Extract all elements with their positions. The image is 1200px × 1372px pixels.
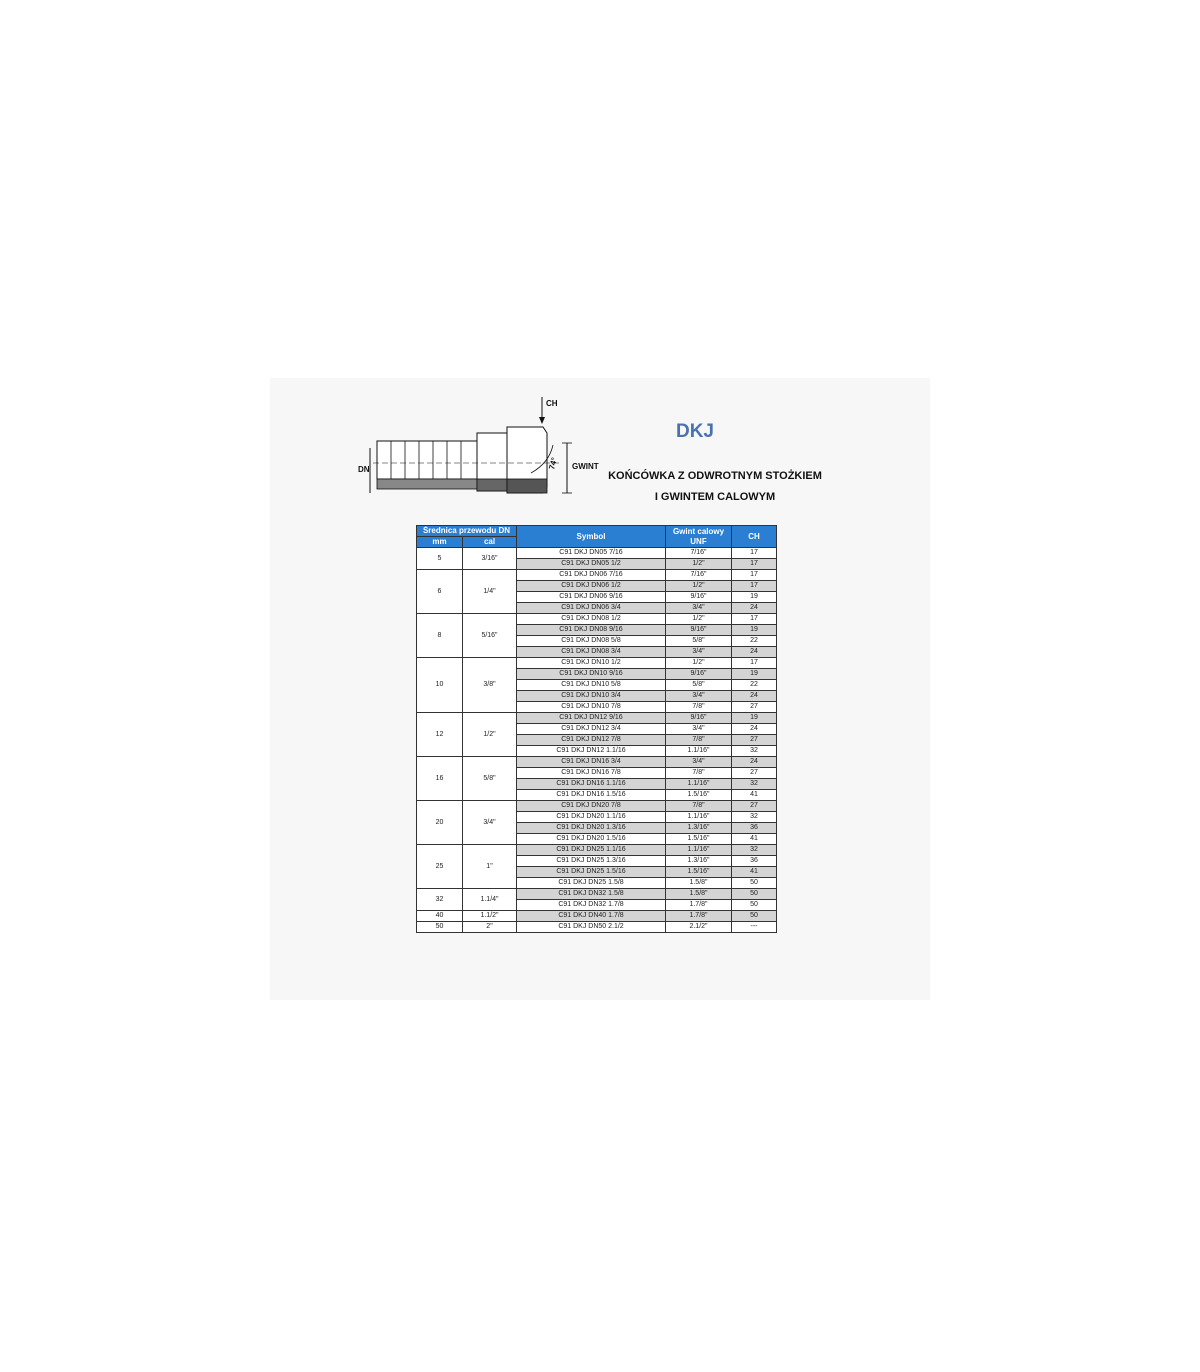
cell-ch: 27 bbox=[732, 735, 777, 746]
cell-symbol: C91 DKJ DN20 1.5/16 bbox=[517, 834, 666, 845]
cell-thread: 1.1/16" bbox=[666, 845, 732, 856]
cell-thread: 9/16" bbox=[666, 669, 732, 680]
cell-cal: 5/16" bbox=[463, 614, 517, 658]
cell-ch: 27 bbox=[732, 801, 777, 812]
cell-thread: 7/16" bbox=[666, 548, 732, 559]
cell-thread: 7/8" bbox=[666, 702, 732, 713]
cell-symbol: C91 DKJ DN08 9/16 bbox=[517, 625, 666, 636]
subtitle-line-1: KOŃCÓWKA Z ODWROTNYM STOŻKIEM bbox=[608, 470, 822, 482]
cell-ch: 17 bbox=[732, 581, 777, 592]
cell-mm: 5 bbox=[417, 548, 463, 570]
cell-thread: 7/8" bbox=[666, 735, 732, 746]
cell-thread: 1.3/16" bbox=[666, 823, 732, 834]
cell-symbol: C91 DKJ DN06 1/2 bbox=[517, 581, 666, 592]
cell-symbol: C91 DKJ DN32 1.7/8 bbox=[517, 900, 666, 911]
cell-symbol: C91 DKJ DN25 1.5/8 bbox=[517, 878, 666, 889]
cell-ch: 24 bbox=[732, 757, 777, 768]
cell-symbol: C91 DKJ DN06 9/16 bbox=[517, 592, 666, 603]
cell-mm: 25 bbox=[417, 845, 463, 889]
cell-symbol: C91 DKJ DN12 3/4 bbox=[517, 724, 666, 735]
cell-thread: 7/8" bbox=[666, 768, 732, 779]
cell-cal: 3/16" bbox=[463, 548, 517, 570]
cell-thread: 1.5/8" bbox=[666, 878, 732, 889]
cell-symbol: C91 DKJ DN20 1.1/16 bbox=[517, 812, 666, 823]
table-row bbox=[417, 713, 777, 724]
cell-thread: 1.1/16" bbox=[666, 779, 732, 790]
cell-symbol: C91 DKJ DN05 1/2 bbox=[517, 559, 666, 570]
spec-table bbox=[416, 525, 777, 933]
cell-ch: 24 bbox=[732, 647, 777, 658]
cell-mm: 6 bbox=[417, 570, 463, 614]
cell-ch: 32 bbox=[732, 845, 777, 856]
cell-ch: 50 bbox=[732, 911, 777, 922]
table-row bbox=[417, 757, 777, 768]
cell-ch: 36 bbox=[732, 823, 777, 834]
cell-ch: 24 bbox=[732, 724, 777, 735]
cell-ch: 27 bbox=[732, 702, 777, 713]
table-row bbox=[417, 801, 777, 812]
header-cal: cal bbox=[463, 537, 517, 548]
cell-ch: 22 bbox=[732, 680, 777, 691]
header-mm: mm bbox=[417, 537, 463, 548]
cell-cal: 2" bbox=[463, 922, 517, 933]
table-row bbox=[417, 570, 777, 581]
cell-mm: 10 bbox=[417, 658, 463, 713]
cell-thread: 9/16" bbox=[666, 713, 732, 724]
header-thread-label: Gwint calowy UNF bbox=[672, 526, 725, 546]
cell-thread: 1.7/8" bbox=[666, 900, 732, 911]
cell-symbol: C91 DKJ DN10 9/16 bbox=[517, 669, 666, 680]
cell-cal: 1/4" bbox=[463, 570, 517, 614]
cell-ch: 32 bbox=[732, 812, 777, 823]
cell-thread: 5/8" bbox=[666, 680, 732, 691]
cell-thread: 9/16" bbox=[666, 625, 732, 636]
cell-symbol: C91 DKJ DN05 7/16 bbox=[517, 548, 666, 559]
cell-thread: 7/8" bbox=[666, 801, 732, 812]
cell-mm: 8 bbox=[417, 614, 463, 658]
table-row bbox=[417, 614, 777, 625]
cell-thread: 1.1/16" bbox=[666, 812, 732, 823]
cell-thread: 1.7/8" bbox=[666, 911, 732, 922]
cell-thread: 2.1/2" bbox=[666, 922, 732, 933]
cell-thread: 5/8" bbox=[666, 636, 732, 647]
cell-symbol: C91 DKJ DN40 1.7/8 bbox=[517, 911, 666, 922]
table-row bbox=[417, 658, 777, 669]
cell-ch: 50 bbox=[732, 900, 777, 911]
table-row bbox=[417, 889, 777, 900]
cell-symbol: C91 DKJ DN25 1.3/16 bbox=[517, 856, 666, 867]
cell-ch: 24 bbox=[732, 691, 777, 702]
cell-symbol: C91 DKJ DN12 1.1/16 bbox=[517, 746, 666, 757]
cell-ch: 50 bbox=[732, 878, 777, 889]
cell-ch: 17 bbox=[732, 570, 777, 581]
label-gwint: GWINT bbox=[572, 462, 599, 471]
cell-thread: 1/2" bbox=[666, 559, 732, 570]
header-symbol: Symbol bbox=[517, 526, 666, 548]
header-ch: CH bbox=[732, 526, 777, 548]
cell-symbol: C91 DKJ DN16 1.1/16 bbox=[517, 779, 666, 790]
cell-thread: 1.5/8" bbox=[666, 889, 732, 900]
cell-ch: 32 bbox=[732, 779, 777, 790]
cell-ch: 17 bbox=[732, 559, 777, 570]
cell-ch: 41 bbox=[732, 867, 777, 878]
spec-table-body bbox=[417, 548, 777, 933]
cell-symbol: C91 DKJ DN08 5/8 bbox=[517, 636, 666, 647]
cell-symbol: C91 DKJ DN16 7/8 bbox=[517, 768, 666, 779]
cell-ch: 36 bbox=[732, 856, 777, 867]
page-title: DKJ bbox=[675, 421, 714, 442]
table-row bbox=[417, 911, 777, 922]
fitting-drawing bbox=[355, 393, 605, 508]
subtitle-line-2: I GWINTEM CALOWYM bbox=[654, 491, 776, 503]
cell-ch: 41 bbox=[732, 790, 777, 801]
label-ch: CH bbox=[546, 399, 558, 408]
cell-ch: 19 bbox=[732, 625, 777, 636]
cell-thread: 3/4" bbox=[666, 691, 732, 702]
cell-symbol: C91 DKJ DN25 1.5/16 bbox=[517, 867, 666, 878]
cell-thread: 1.5/16" bbox=[666, 834, 732, 845]
cell-thread: 3/4" bbox=[666, 724, 732, 735]
cell-ch: 22 bbox=[732, 636, 777, 647]
cell-ch: 24 bbox=[732, 603, 777, 614]
cell-cal: 5/8" bbox=[463, 757, 517, 801]
cell-ch: 27 bbox=[732, 768, 777, 779]
table-row bbox=[417, 922, 777, 933]
cell-thread: 1.5/16" bbox=[666, 867, 732, 878]
label-dn: DN bbox=[358, 465, 370, 474]
table-row bbox=[417, 548, 777, 559]
cell-ch: --- bbox=[732, 922, 777, 933]
cell-ch: 50 bbox=[732, 889, 777, 900]
cell-ch: 41 bbox=[732, 834, 777, 845]
cell-symbol: C91 DKJ DN12 7/8 bbox=[517, 735, 666, 746]
cell-symbol: C91 DKJ DN08 3/4 bbox=[517, 647, 666, 658]
cell-symbol: C91 DKJ DN06 7/16 bbox=[517, 570, 666, 581]
label-angle: 74° bbox=[547, 456, 560, 471]
cell-symbol: C91 DKJ DN20 1.3/16 bbox=[517, 823, 666, 834]
cell-mm: 12 bbox=[417, 713, 463, 757]
cell-ch: 17 bbox=[732, 614, 777, 625]
cell-symbol: C91 DKJ DN16 3/4 bbox=[517, 757, 666, 768]
cell-cal: 3/8" bbox=[463, 658, 517, 713]
cell-thread: 1.1/16" bbox=[666, 746, 732, 757]
cell-symbol: C91 DKJ DN50 2.1/2 bbox=[517, 922, 666, 933]
cell-mm: 40 bbox=[417, 911, 463, 922]
header-thread bbox=[666, 526, 732, 548]
cell-thread: 3/4" bbox=[666, 647, 732, 658]
cell-mm: 16 bbox=[417, 757, 463, 801]
cell-cal: 1.1/2" bbox=[463, 911, 517, 922]
cell-mm: 20 bbox=[417, 801, 463, 845]
cell-symbol: C91 DKJ DN10 3/4 bbox=[517, 691, 666, 702]
cell-mm: 50 bbox=[417, 922, 463, 933]
cell-cal: 1" bbox=[463, 845, 517, 889]
cell-ch: 19 bbox=[732, 713, 777, 724]
cell-ch: 19 bbox=[732, 592, 777, 603]
cell-ch: 17 bbox=[732, 548, 777, 559]
cell-thread: 3/4" bbox=[666, 757, 732, 768]
cell-symbol: C91 DKJ DN06 3/4 bbox=[517, 603, 666, 614]
cell-symbol: C91 DKJ DN32 1.5/8 bbox=[517, 889, 666, 900]
cell-cal: 1/2" bbox=[463, 713, 517, 757]
cell-symbol: C91 DKJ DN25 1.1/16 bbox=[517, 845, 666, 856]
cell-thread: 1.5/16" bbox=[666, 790, 732, 801]
cell-symbol: C91 DKJ DN10 7/8 bbox=[517, 702, 666, 713]
cell-thread: 1.3/16" bbox=[666, 856, 732, 867]
cell-symbol: C91 DKJ DN20 7/8 bbox=[517, 801, 666, 812]
cell-ch: 17 bbox=[732, 658, 777, 669]
cell-thread: 1/2" bbox=[666, 581, 732, 592]
cell-mm: 32 bbox=[417, 889, 463, 911]
cell-symbol: C91 DKJ DN10 1/2 bbox=[517, 658, 666, 669]
cell-symbol: C91 DKJ DN16 1.5/16 bbox=[517, 790, 666, 801]
cell-ch: 19 bbox=[732, 669, 777, 680]
cell-symbol: C91 DKJ DN08 1/2 bbox=[517, 614, 666, 625]
cell-cal: 1.1/4" bbox=[463, 889, 517, 911]
cell-thread: 1/2" bbox=[666, 614, 732, 625]
table-row bbox=[417, 845, 777, 856]
cell-thread: 9/16" bbox=[666, 592, 732, 603]
header-diameter: Średnica przewodu DN bbox=[417, 526, 517, 537]
cell-thread: 3/4" bbox=[666, 603, 732, 614]
cell-thread: 1/2" bbox=[666, 658, 732, 669]
cell-ch: 32 bbox=[732, 746, 777, 757]
cell-thread: 7/16" bbox=[666, 570, 732, 581]
cell-cal: 3/4" bbox=[463, 801, 517, 845]
cell-symbol: C91 DKJ DN12 9/16 bbox=[517, 713, 666, 724]
cell-symbol: C91 DKJ DN10 5/8 bbox=[517, 680, 666, 691]
